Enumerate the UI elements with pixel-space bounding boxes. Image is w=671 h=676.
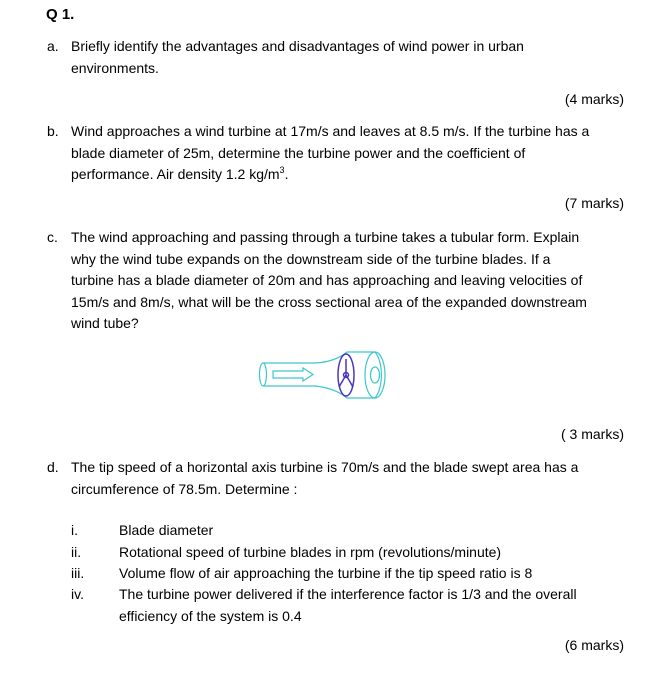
sub-item-line: efficiency of the system is 0.4: [119, 607, 302, 624]
part-a-line: environments.: [71, 59, 159, 76]
sub-item-line: The turbine power delivered if the interference factor is 1/3 and the overall: [119, 586, 577, 602]
tube-inlet-ellipse: [260, 363, 267, 386]
sub-item-num: iii.: [71, 565, 85, 581]
part-a-text: [71, 36, 524, 79]
part-c-line: 15m/s and 8m/s, what will be the cross sectional area of the expanded downstream: [71, 293, 587, 310]
part-c-line: turbine has a blade diameter of 20m and has approaching and leaving velocities of: [71, 272, 583, 288]
part-c-text: [71, 227, 587, 335]
part-a-letter: a.: [47, 38, 59, 54]
part-d-text: [71, 457, 578, 500]
part-c-line: The wind approaching and passing through a turbine takes a tubular form. Explain: [71, 229, 580, 245]
part-c-line: why the wind tube expands on the downstream side of the turbine blades. If a: [71, 250, 551, 267]
part-d-marks: (6 marks): [564, 637, 624, 653]
question-title: Q 1.: [46, 6, 75, 23]
flow-arrow-icon: [273, 368, 313, 381]
sub-item-num: ii.: [71, 544, 82, 560]
part-b-letter: b.: [47, 123, 59, 139]
part-d-letter: d.: [47, 459, 59, 475]
part-b-superscript: 3: [279, 165, 285, 175]
part-b-line: [71, 164, 589, 186]
sub-item-text: [119, 584, 577, 627]
wind-tube-diagram: [255, 346, 395, 404]
part-b-line: blade diameter of 25m, determine the turbine power and the coefficient of: [71, 144, 526, 161]
sub-item-num: iv.: [71, 586, 84, 602]
sub-item-text: Rotational speed of turbine blades in rpm (revolutions/minute): [119, 544, 502, 560]
part-c-letter: c.: [47, 229, 58, 245]
part-b-line3: performance. Air density 1.2 kg/m: [71, 166, 280, 182]
part-a-line: Briefly identify the advantages and disadvantages of wind power in urban: [71, 38, 524, 54]
part-b-line3-end: .: [284, 166, 289, 182]
part-b-text: [71, 121, 589, 186]
part-c-marks: ( 3 marks): [561, 426, 624, 442]
part-b-line: Wind approaches a wind turbine at 17m/s and leaves at 8.5 m/s. If the turbine has a: [71, 123, 590, 139]
downstream-rotor-icon: [371, 367, 380, 383]
sub-item-text: Blade diameter: [119, 522, 214, 538]
part-a-marks: (4 marks): [564, 91, 624, 107]
part-c-line: wind tube?: [71, 315, 139, 331]
part-d-line: circumference of 78.5m. Determine :: [71, 480, 298, 497]
part-b-marks: (7 marks): [564, 195, 624, 211]
part-d-line: The tip speed of a horizontal axis turbine is 70m/s and the blade swept area has a: [71, 459, 579, 475]
sub-item-text: Volume flow of air approaching the turbine if the tip speed ratio is 8: [119, 565, 533, 581]
sub-item-num: i.: [71, 522, 78, 538]
tube-outline: [263, 352, 381, 398]
